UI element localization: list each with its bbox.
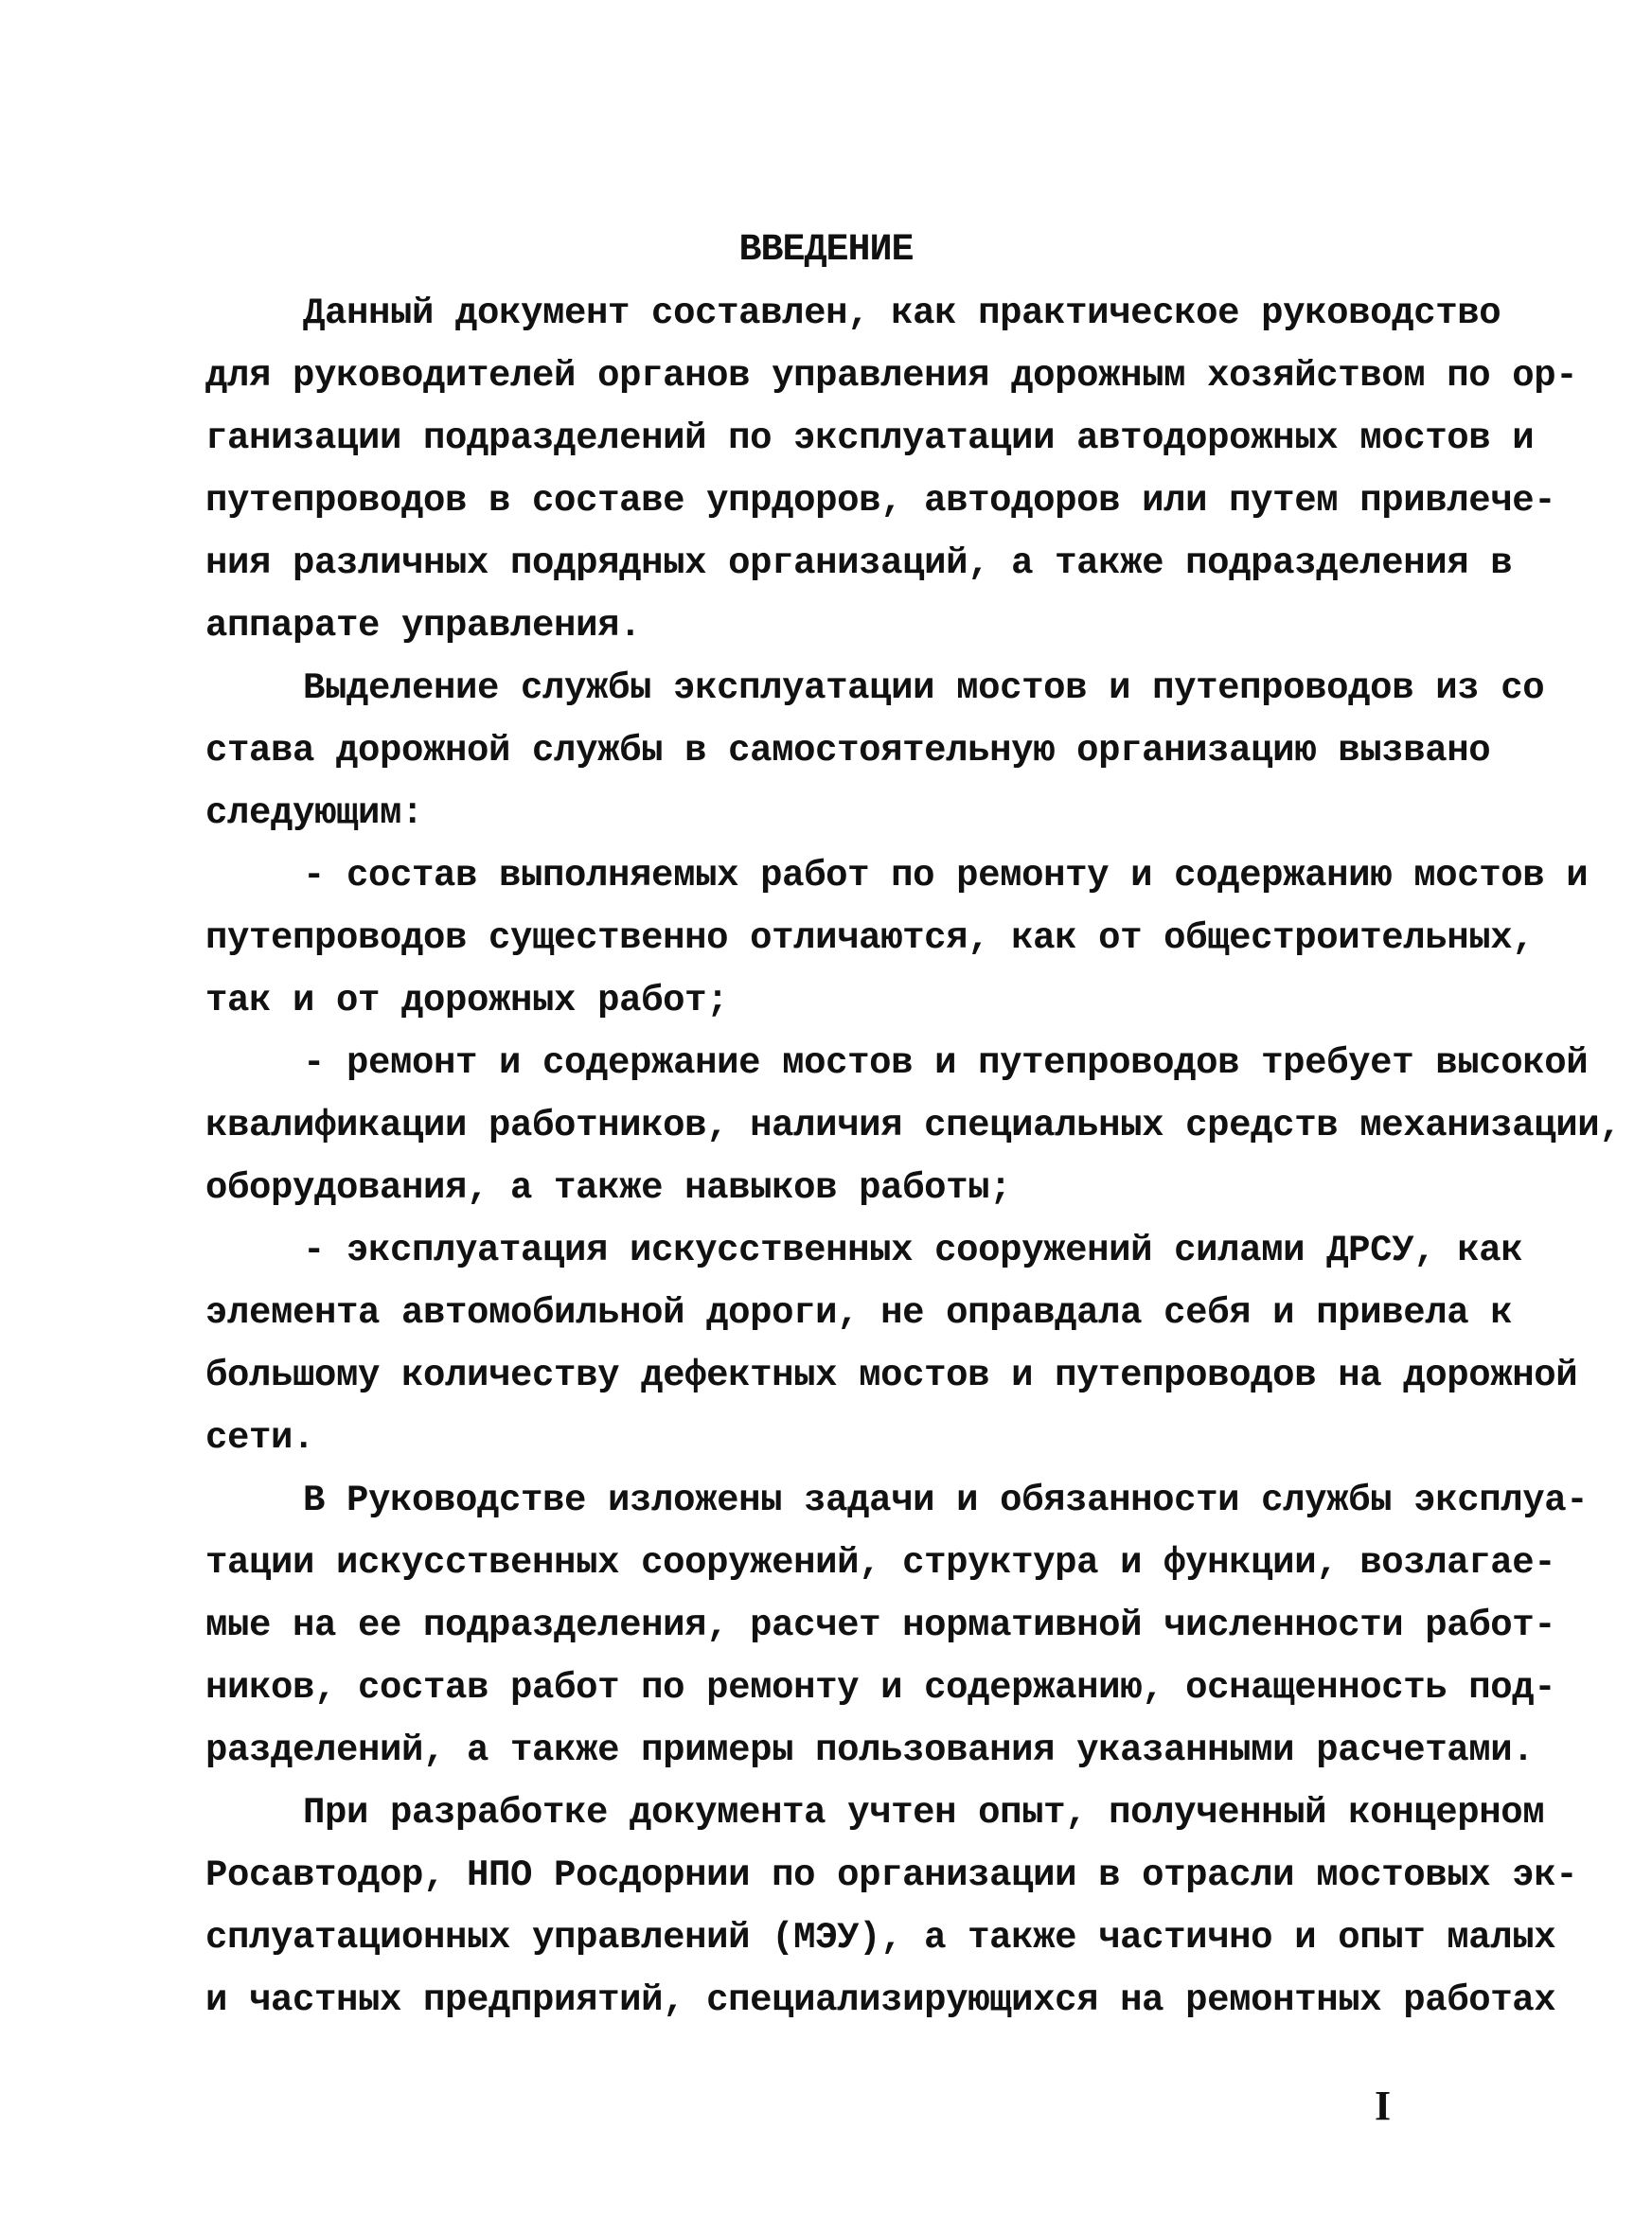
paragraph-2-line-3: следующим:: [205, 792, 424, 834]
paragraph-1-line-5: ния различных подрядных организаций, а также подразделения в: [205, 542, 1513, 584]
paragraph-3-line-4: ников, состав работ по ремонту и содержанию, оснащенность под-: [205, 1667, 1556, 1709]
paragraph-4-line-4: и частных предприятий, специализирующихся на ремонтных работах: [205, 1979, 1556, 2021]
list-item-3-line-2: элемента автомобильной дороги, не оправдала себя и привела к: [205, 1292, 1513, 1334]
paragraph-1-line-3: ганизации подразделений по эксплуатации автодорожных мостов и: [205, 417, 1535, 459]
list-item-3-line-3: большому количеству дефектных мостов и путепроводов на дорожной: [205, 1355, 1578, 1396]
paragraph-1-line-4: путепроводов в составе упрдоров, автодоров или путем привлече-: [205, 480, 1556, 522]
paragraph-4-line-1: При разработке документа учтен опыт, полученный концерном: [303, 1792, 1545, 1834]
paragraph-3-line-5: разделений, а также примеры пользования указанными расчетами.: [205, 1729, 1535, 1771]
paragraph-2-line-2: става дорожной службы в самостоятельную организацию вызвано: [205, 730, 1491, 772]
list-item-3-line-4: сети.: [205, 1417, 315, 1459]
list-item-2-line-3: оборудования, а также навыков работы;: [205, 1167, 1012, 1209]
paragraph-1-line-6: аппарате управления.: [205, 605, 642, 647]
paragraph-1-line-1: Данный документ составлен, как практическое руководство: [303, 293, 1501, 334]
list-item-2-line-1: - ремонт и содержание мостов и путепроводов требует высокой: [303, 1042, 1589, 1084]
list-item-1-line-2: путепроводов существенно отличаются, как от общестроительных,: [205, 917, 1535, 959]
list-item-1-line-3: так и от дорожных работ;: [205, 980, 729, 1021]
list-item-2-line-2: квалификации работников, наличия специальных средств механизации,: [205, 1105, 1622, 1146]
paragraph-3-line-2: тации искусственных сооружений, структура и функции, возлагае-: [205, 1542, 1556, 1584]
paragraph-3-line-3: мые на ее подразделения, расчет нормативной численности работ-: [205, 1605, 1556, 1646]
page-number: I: [1375, 2083, 1392, 2129]
paragraph-1-line-2: для руководителей органов управления дорожным хозяйством по ор-: [205, 355, 1578, 397]
paragraph-4-line-3: сплуатационных управлений (МЭУ), а также частично и опыт малых: [205, 1917, 1556, 1959]
paragraph-4-line-2: Росавтодор, НПО Росдорнии по организации в отрасли мостовых эк-: [205, 1854, 1578, 1896]
paragraph-3-line-1: В Руководстве изложены задачи и обязанности службы эксплуа-: [303, 1480, 1589, 1521]
list-item-3-line-1: - эксплуатация искусственных сооружений силами ДРСУ, как: [303, 1230, 1523, 1271]
section-title: ВВЕДЕНИЕ: [738, 229, 914, 272]
list-item-1-line-1: - состав выполняемых работ по ремонту и содержанию мостов и: [303, 855, 1589, 896]
paragraph-2-line-1: Выделение службы эксплуатации мостов и путепроводов из со: [303, 667, 1545, 709]
